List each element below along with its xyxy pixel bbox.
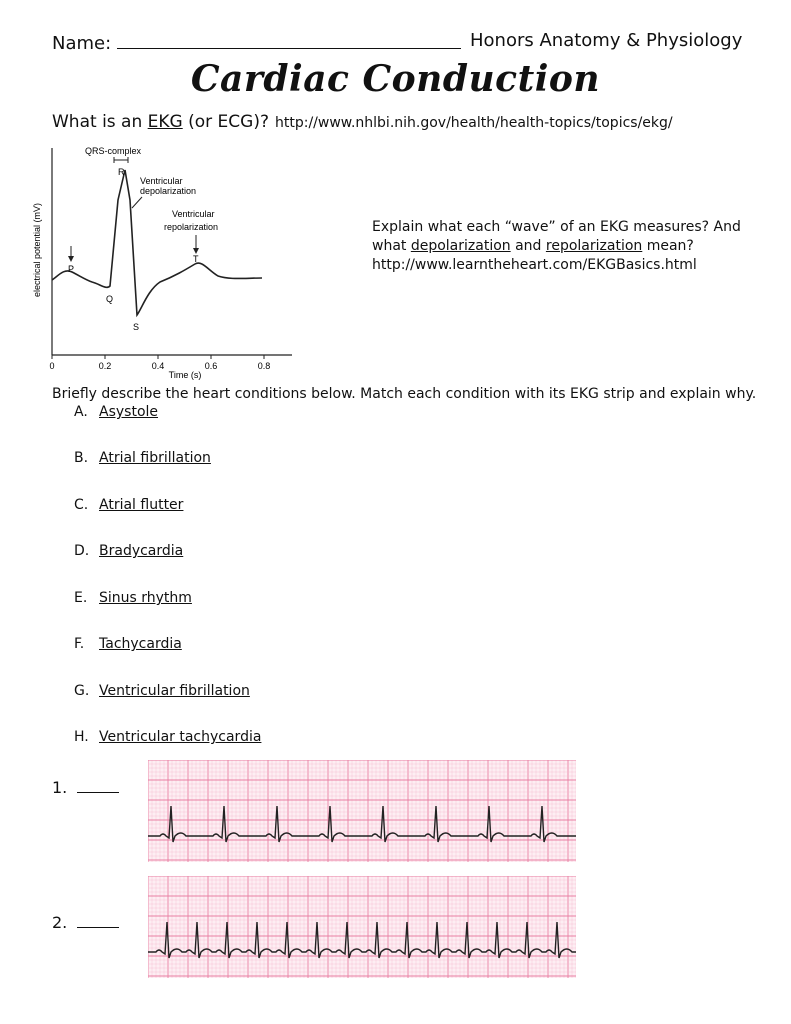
list-item: [74, 497, 183, 513]
name-blank[interactable]: [117, 30, 461, 49]
learntheheart-link[interactable]: http://www.learntheheart.com/EKGBasics.html: [372, 257, 697, 273]
t-label: T: [193, 254, 199, 264]
xtick-1: 0.2: [98, 361, 112, 371]
condition-letter: B.: [74, 450, 89, 466]
q-label: Q: [106, 294, 114, 304]
explain-line-2: [372, 237, 772, 256]
nhlbi-link[interactable]: http://www.nhlbi.nih.gov/health/health-topics/topics/ekg/: [275, 115, 673, 131]
ekg-waveform-figure: [30, 140, 295, 385]
qrs-complex-label: QRS-complex: [85, 146, 142, 156]
list-item: [74, 636, 182, 652]
list-item: [74, 543, 183, 559]
ekg-question: [52, 112, 673, 132]
depolarization-term: depolarization: [410, 238, 511, 254]
course-title: Honors Anatomy & Physiology: [470, 30, 743, 51]
explain-and: and: [510, 238, 546, 254]
r-label: R: [118, 167, 125, 177]
strip-1-number: 1.: [52, 778, 68, 797]
list-item: [74, 450, 211, 466]
ekg-question-suffix: (or ECG)?: [182, 112, 269, 132]
strip-1-blank[interactable]: [77, 777, 119, 793]
p-label: P: [68, 264, 75, 274]
list-item: [74, 404, 158, 420]
condition-name: Asystole: [99, 404, 159, 420]
instructions: Briefly describe the heart conditions below. Match each condition with its EKG strip and explain why.: [52, 386, 757, 402]
page-title: Cardiac Conduction: [190, 58, 601, 100]
repolarization-term: repolarization: [545, 238, 643, 254]
explain-line-2-suffix: mean?: [642, 238, 694, 254]
condition-letter: H.: [74, 729, 89, 745]
condition-letter: A.: [74, 404, 88, 420]
xtick-0: 0: [49, 361, 55, 371]
x-axis-label: Time (s): [168, 370, 202, 380]
strip-1-answer: [52, 777, 119, 797]
condition-letter: F.: [74, 636, 85, 652]
y-axis-label: electrical potential (mV): [32, 202, 42, 298]
strip-2-number: 2.: [52, 913, 68, 932]
ekg-strip-1: [148, 760, 576, 862]
vent-depol-arrow: [132, 197, 142, 208]
condition-letter: E.: [74, 590, 88, 606]
vent-depol-label-1: Ventricular: [140, 176, 183, 186]
condition-name: Tachycardia: [99, 636, 182, 652]
ekg-term: EKG: [147, 112, 183, 132]
condition-name: Atrial fibrillation: [99, 450, 211, 466]
strip-2-answer: [52, 912, 119, 932]
condition-letter: G.: [74, 683, 90, 699]
xtick-4: 0.8: [257, 361, 271, 371]
x-ticks: [52, 355, 264, 359]
vent-repol-label-1: Ventricular: [172, 209, 215, 219]
list-item: [74, 590, 192, 606]
condition-name: Bradycardia: [99, 543, 184, 559]
explain-line-2-prefix: what: [372, 238, 411, 254]
s-label: S: [133, 322, 140, 332]
ekg-question-prefix: What is an: [52, 112, 148, 132]
explain-prompt: [372, 218, 772, 275]
condition-name: Ventricular tachycardia: [99, 729, 262, 745]
strip-2-blank[interactable]: [77, 912, 119, 928]
vent-repol-label-2: repolarization: [164, 222, 219, 232]
condition-name: Atrial flutter: [99, 497, 184, 513]
xtick-3: 0.6: [204, 361, 218, 371]
condition-name: Sinus rhythm: [99, 590, 192, 606]
explain-line-1: Explain what each “wave” of an EKG measures? And: [372, 219, 741, 235]
xtick-2: 0.4: [151, 361, 165, 371]
list-item: [74, 683, 250, 699]
list-item: [74, 729, 261, 745]
condition-name: Ventricular fibrillation: [99, 683, 250, 699]
name-line: [52, 30, 467, 54]
name-label: Name:: [52, 33, 112, 54]
condition-letter: D.: [74, 543, 90, 559]
condition-letter: C.: [74, 497, 89, 513]
ekg-strip-2: [148, 876, 576, 978]
vent-depol-label-2: depolarization: [140, 186, 197, 196]
